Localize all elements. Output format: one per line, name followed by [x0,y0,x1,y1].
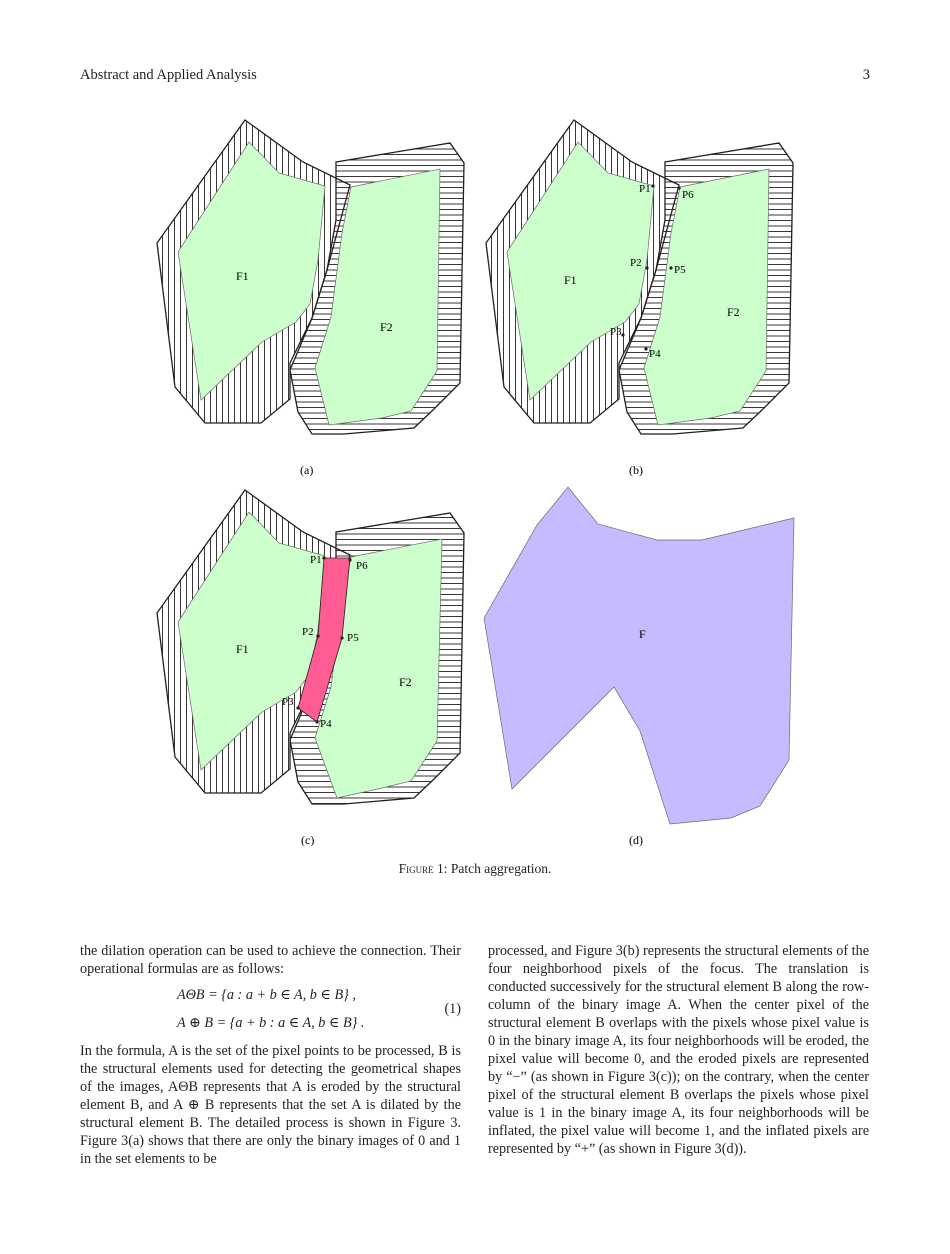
point-p4: P4 [320,718,332,730]
dilation-formula: A ⊕ B = {a + b : a ∈ A, b ∈ B} . [177,1015,365,1031]
point-p3: P3 [610,326,622,338]
left-column [80,942,461,1168]
merged-patch-f [484,487,794,824]
paragraph: processed, and Figure 3(b) represents the structural elements of the four neighborhood pixels of the focus. The translation is conducted successively for the structural element B along the row-column of the binary image A. When the center pixel of the structural element B overlaps with the pixels whose pixel value is 0 in the binary image A, its four neighborhoods will be eroded, the pixel value will become 0, and the eroded pixels are represented by “−” (as shown in Figure 3(c)); on the contrary, when the center pixel of the structural element B overlaps the pixels whose pixel value is 1 in the binary image A, its four neighborhoods will be inflated, the pixel value will become 1, and the inflated pixels are represented by “+” (as shown in Figure 3(d)). [488,943,869,1157]
f1-label: F1 [564,273,577,287]
journal-title: Abstract and Applied Analysis [80,67,257,83]
panel-label-c: (c) [301,833,315,847]
panel-label-d: (d) [629,833,643,847]
point-p2: P2 [630,257,642,269]
page-number: 3 [862,67,870,83]
figure-caption [0,861,950,877]
f1-label: F1 [236,269,249,283]
panel-c [157,490,464,847]
f-label: F [639,627,646,641]
point-p6: P6 [682,189,694,201]
f1-label: F1 [236,642,249,656]
point-p5: P5 [347,632,359,644]
point-p5: P5 [674,264,686,276]
point-p3: P3 [282,696,294,708]
caption-prefix: Figure 1 [398,861,444,876]
paragraph: the dilation operation can be used to achieve the connection. Their operational formulas are as follows: [80,943,461,977]
panel-b [486,120,793,477]
point-p4: P4 [649,348,661,360]
f2-label: F2 [380,320,393,334]
equation-number: (1) [444,1001,461,1017]
panel-label-b: (b) [629,463,643,477]
panel-a [157,120,464,477]
point-p1: P1 [310,554,322,566]
caption-text: : Patch aggregation. [443,861,552,876]
right-column [488,942,869,1158]
point-p6: P6 [356,560,368,572]
point-p1: P1 [639,183,651,195]
f2-label: F2 [399,675,412,689]
erosion-formula: AΘB = {a : a + b ∈ A, b ∈ B} , [177,987,356,1003]
panel-d [484,487,794,847]
equation-block [80,982,461,1040]
paragraph: In the formula, A is the set of the pixel points to be processed, B is the structural elements used for detecting the geometrical shapes of the images, AΘB represents that A is eroded by the structural element B, and A ⊕ B represents that the set A is dilated by the structural element B. The detailed process is shown in Figure 3. Figure 3(a) shows that there are only the binary images of 0 and 1 in the set elements to be [80,1043,461,1167]
point-p2: P2 [302,626,314,638]
f2-label: F2 [727,305,740,319]
panel-label-a: (a) [300,463,314,477]
